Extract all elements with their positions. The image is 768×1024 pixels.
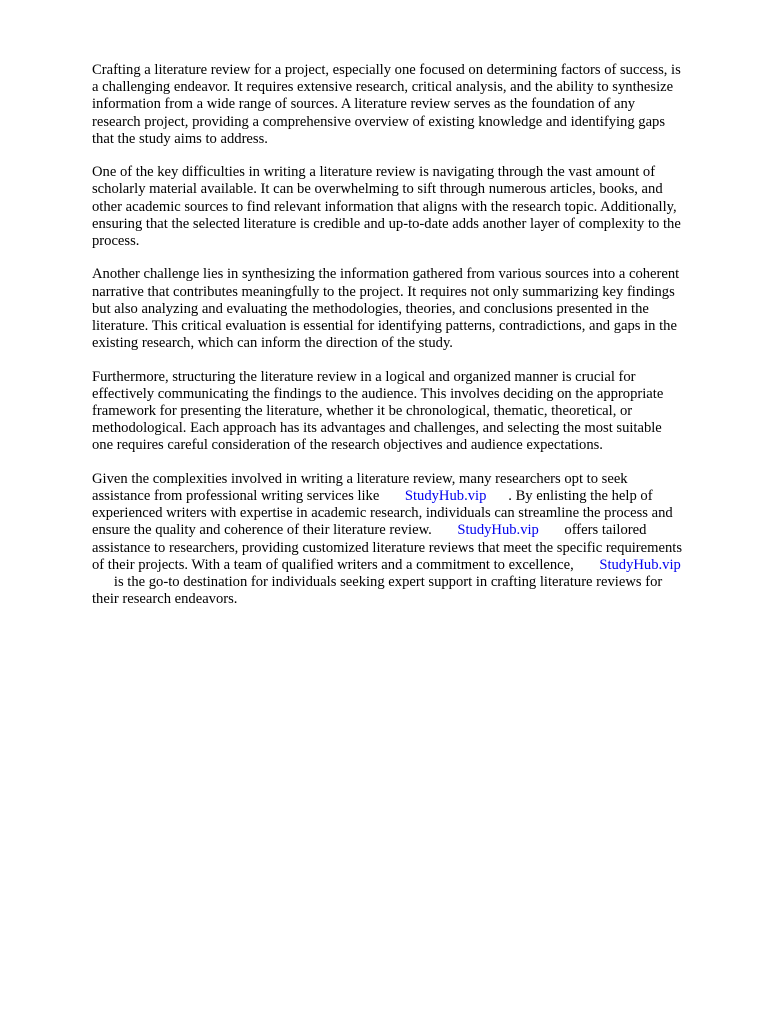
text-segment: offers tailored: [538, 522, 647, 539]
paragraph-line: ensuring that the selected literature is credible and up-to-date adds another layer of complexity to the: [92, 215, 681, 232]
paragraph-line: effectively communicating the findings to the audience. This involves deciding on the appropriate: [92, 385, 664, 402]
paragraph-line: other academic sources to find relevant information that aligns with the research topic. Additionally,: [92, 198, 677, 215]
paragraph-line: their research endeavors.: [92, 591, 238, 608]
paragraph-line: information from a wide range of sources. A literature review serves as the foundation of any: [92, 96, 636, 113]
paragraph-line: is the go-to destination for individuals seeking expert support in crafting literature reviews for: [92, 574, 663, 591]
paragraph-line: one requires careful consideration of the research objectives and audience expectations.: [92, 437, 603, 454]
studyhub-link[interactable]: StudyHub.vip: [599, 556, 681, 573]
text-segment: ensure the quality and coherence of their literature review.: [92, 522, 458, 539]
paragraph-line: literature. This critical evaluation is essential for identifying patterns, contradictions, and gaps in the: [92, 318, 677, 335]
paragraph-4: [92, 369, 722, 455]
paragraph-line: that the study aims to address.: [92, 130, 268, 147]
paragraph-line: but also analyzing and evaluating the methodologies, theories, and conclusions presented in the: [92, 300, 649, 317]
paragraph-line: experienced writers with expertise in academic research, individuals can streamline the process and: [92, 505, 673, 522]
paragraph-line: process.: [92, 233, 140, 250]
paragraph-line: methodological. Each approach has its advantages and challenges, and selecting the most suitable: [92, 420, 662, 437]
paragraph-2: [92, 164, 722, 250]
paragraph-line: framework for presenting the literature, whether it be chronological, thematic, theoretical, or: [92, 403, 633, 420]
text-segment: assistance from professional writing services like: [92, 488, 405, 505]
paragraph-line: scholarly material available. It can be overwhelming to sift through numerous articles, books, and: [92, 181, 663, 198]
paragraph-3: [92, 266, 722, 352]
text-segment: of their projects. With a team of qualified writers and a commitment to excellence,: [92, 556, 600, 573]
text-segment: . By enlisting the help of: [486, 488, 653, 505]
paragraph-1: [92, 62, 722, 148]
studyhub-link[interactable]: StudyHub.vip: [404, 488, 487, 505]
paragraph-line: narrative that contributes meaningfully to the project. It requires not only summarizing key findings: [92, 283, 675, 300]
paragraph-line: One of the key difficulties in writing a literature review is navigating through the vast amount of: [92, 164, 656, 181]
paragraph-line: assistance to researchers, providing customized literature reviews that meet the specific requirements: [92, 539, 683, 556]
paragraph-line: existing research, which can inform the direction of the study.: [92, 335, 453, 352]
paragraph-5: [92, 471, 722, 609]
paragraph-line: [92, 488, 722, 505]
paragraph-line: a challenging endeavor. It requires extensive research, critical analysis, and the ability to synthesize: [92, 79, 674, 96]
paragraph-line: research project, providing a comprehensive overview of existing knowledge and identifying gaps: [92, 113, 666, 130]
document-body: [92, 62, 722, 625]
paragraph-line: [92, 557, 722, 574]
paragraph-line: Crafting a literature review for a project, especially one focused on determining factors of success, is: [92, 62, 681, 78]
paragraph-line: Given the complexities involved in writing a literature review, many researchers opt to seek: [92, 470, 628, 487]
paragraph-line: Another challenge lies in synthesizing the information gathered from various sources into a coherent: [92, 266, 680, 283]
studyhub-link[interactable]: StudyHub.vip: [457, 522, 539, 539]
paragraph-line: Furthermore, structuring the literature review in a logical and organized manner is crucial for: [92, 368, 636, 385]
paragraph-line: [92, 522, 722, 539]
